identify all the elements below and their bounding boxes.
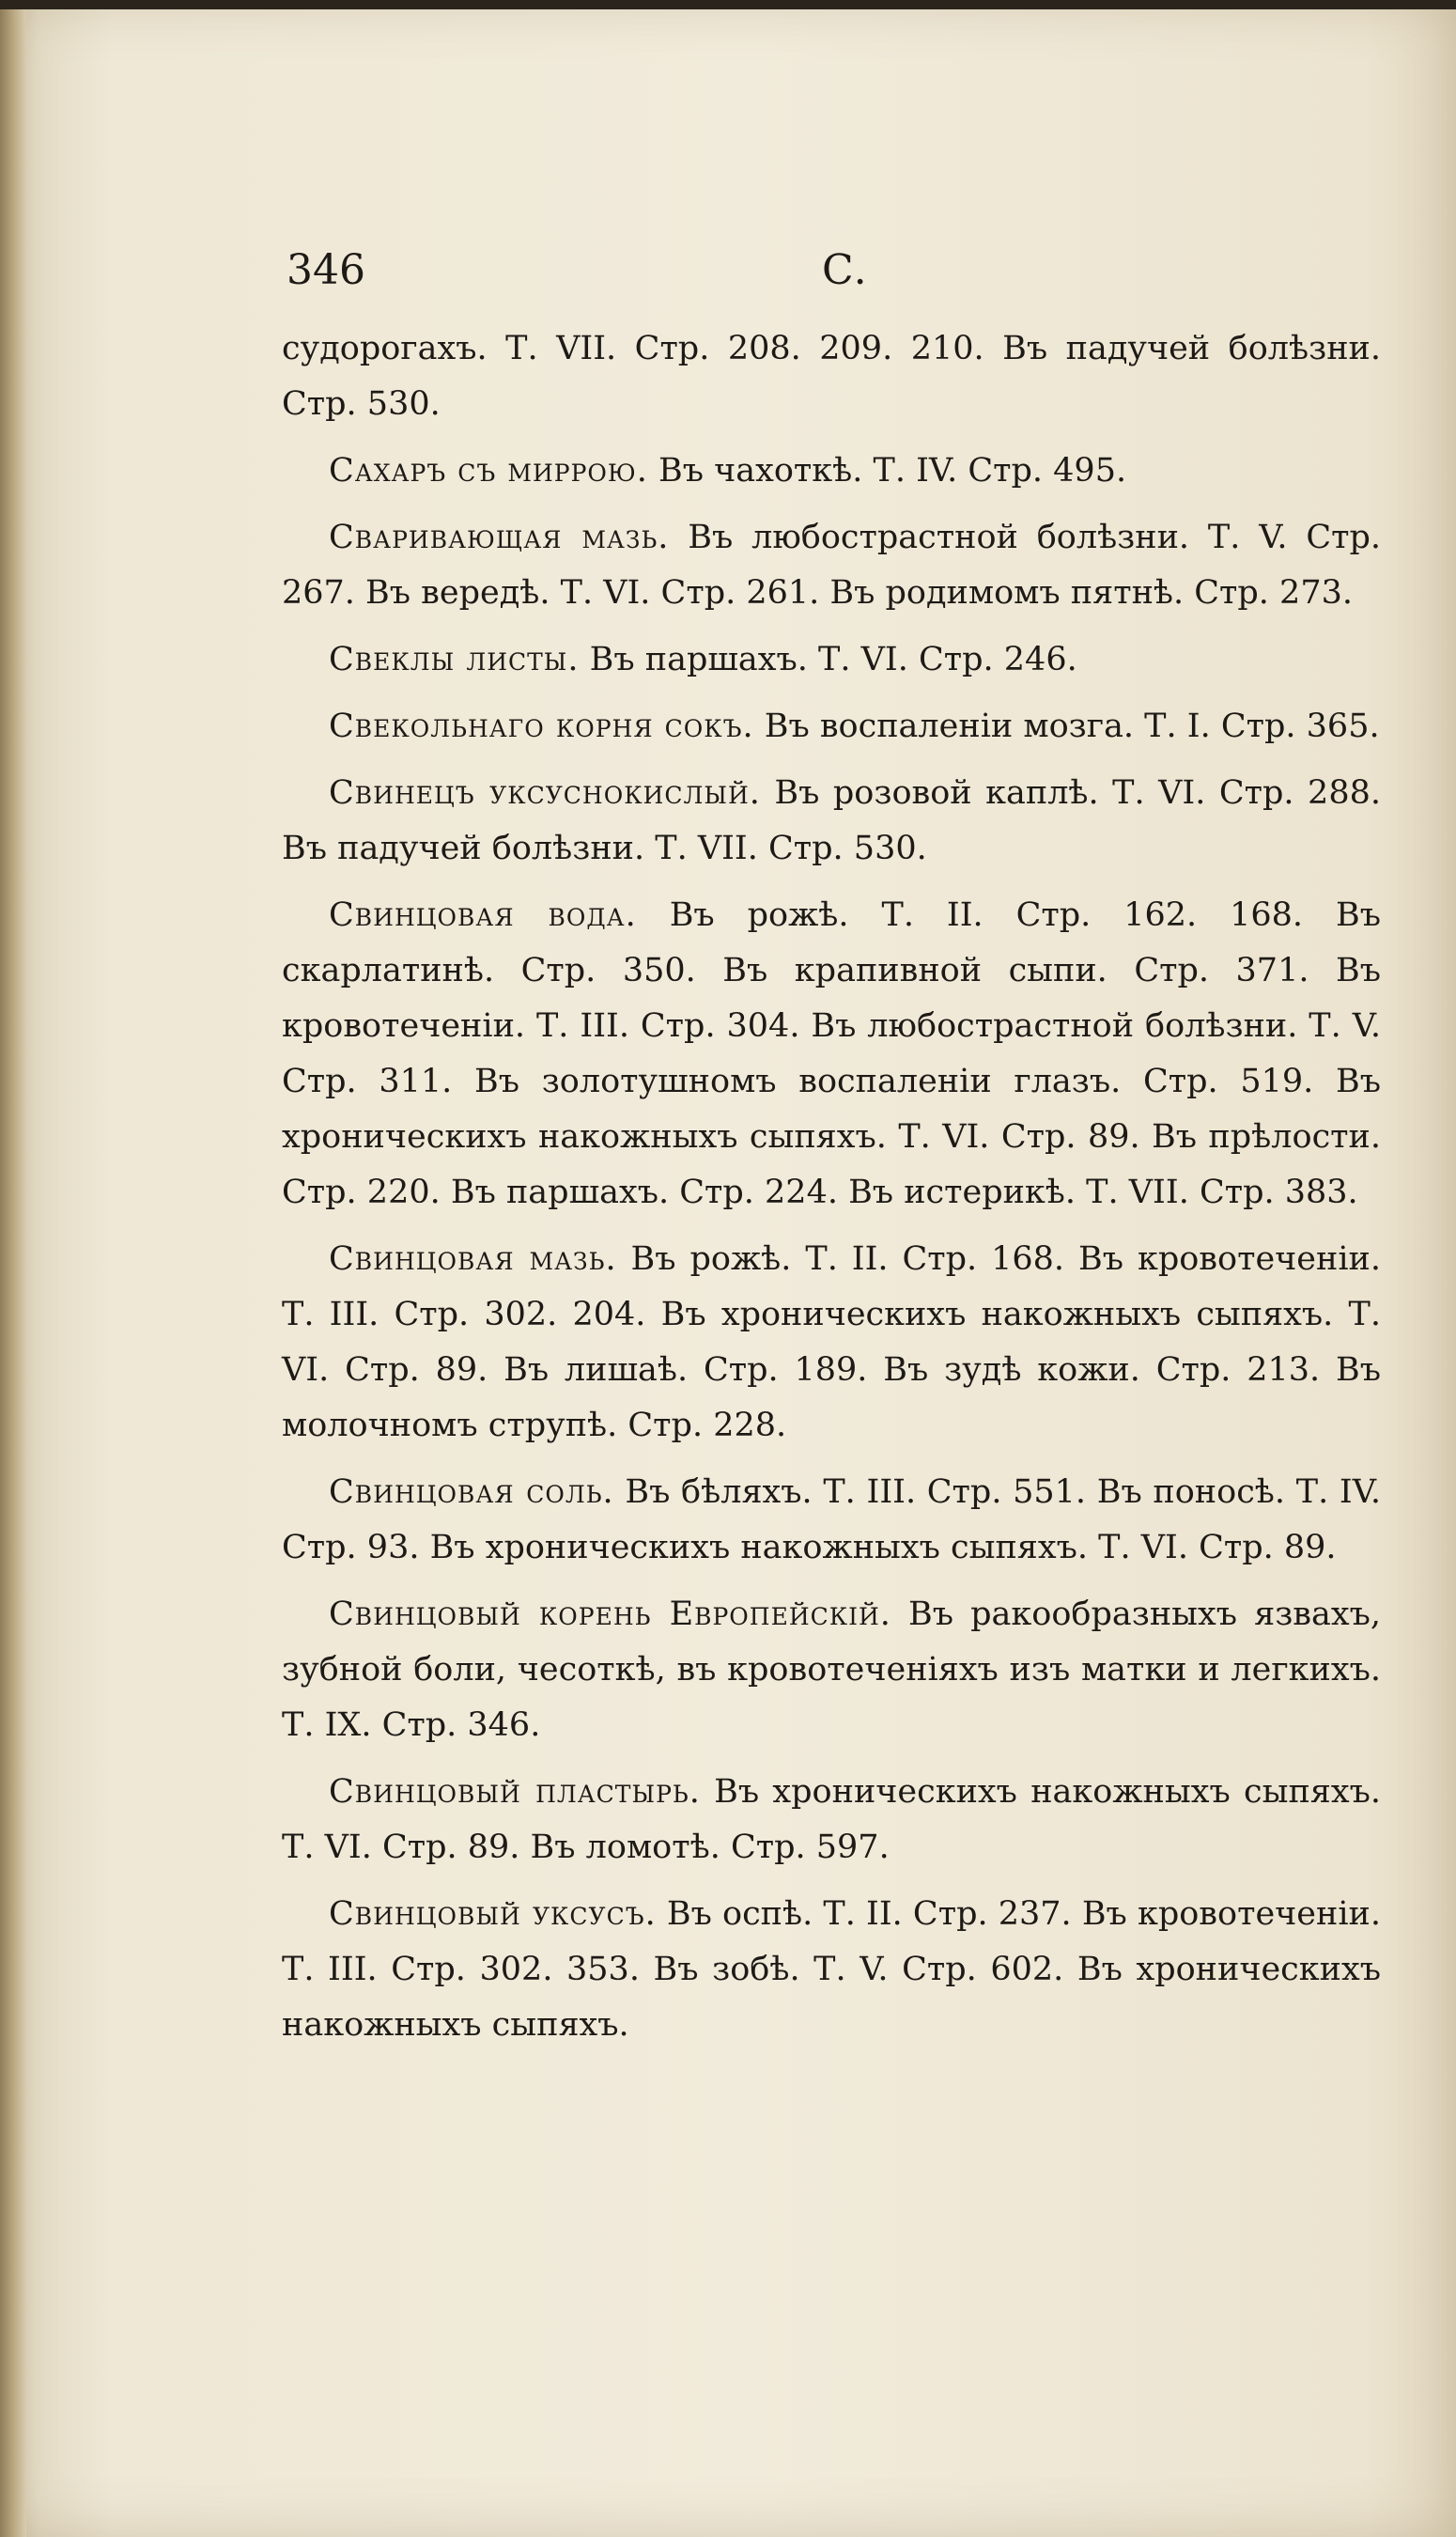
entry-text: Въ хроническихъ накожныхъ сыпяхъ. Т. VI. Стр. 89. Въ ломотѣ. Стр. 597. — [282, 1773, 1381, 1866]
entry-text: Въ бѣляхъ. Т. III. Стр. 551. Въ поносѣ. Т. IV. Стр. 93. Въ хроническихъ накожныхъ сыпяхъ. Т. VI. Стр. 89. — [282, 1473, 1381, 1566]
entry-text: Въ оспѣ. Т. II. Стр. 237. Въ кровотеченіи. Т. III. Стр. 302. 353. Въ зобѣ. Т. V. Стр. 602. Въ хроническихъ накожныхъ сыпяхъ. — [282, 1895, 1381, 2044]
entry-text: Въ паршахъ. Т. VI. Стр. 246. — [579, 641, 1077, 678]
entry-text: Въ воспаленіи мозга. Т. I. Стр. 365. — [753, 708, 1380, 745]
page-header — [287, 246, 1414, 303]
index-entry — [282, 699, 1381, 755]
entry-headword: Свекольнаго корня сокъ. — [329, 708, 754, 745]
entry-text: Въ рожѣ. Т. II. Стр. 168. Въ кровотеченіи. Т. III. Стр. 302. 204. Въ хроническихъ накожныхъ сыпяхъ. Т. VI. Стр. 89. Въ лишаѣ. Стр. 189. Въ зудѣ кожи. Стр. 213. Въ молочномъ струпѣ. Стр. 228. — [282, 1240, 1381, 1444]
entry-text: Въ розовой каплѣ. Т. VI. Стр. 288. Въ падучей болѣзни. Т. VII. Стр. 530. — [282, 774, 1381, 867]
index-entry — [282, 1887, 1381, 2053]
index-entry — [282, 1765, 1381, 1876]
index-entry-continuation — [282, 321, 1381, 432]
entry-headword: Свинцовая мазь. — [329, 1240, 617, 1278]
page-number: 346 — [287, 246, 365, 294]
index-entry — [282, 1587, 1381, 1753]
entry-text: судорогахъ. Т. VII. Стр. 208. 209. 210. Въ падучей болѣзни. Стр. 530. — [282, 330, 1381, 423]
entry-headword: Свинцовый корень Европейскій. — [329, 1595, 891, 1633]
entry-headword: Свинцовый уксусъ. — [329, 1895, 657, 1933]
entry-headword: Свинцовый пластырь. — [329, 1773, 701, 1811]
section-letter: С. — [822, 246, 867, 294]
entry-text: Въ чахоткѣ. Т. IV. Стр. 495. — [647, 452, 1127, 490]
entry-text: Въ рожѣ. Т. II. Стр. 162. 168. Въ скарлатинѣ. Стр. 350. Въ крапивной сыпи. Стр. 371. Въ кровотеченіи. Т. III. Стр. 304. Въ любострастной болѣзни. Т. V. Стр. 311. Въ золотушномъ воспаленіи глазъ. Стр. 519. Въ хроническихъ накожныхъ сыпяхъ. Т. VI. Стр. 89. Въ прѣлости. Стр. 220. Въ паршахъ. Стр. 224. Въ истерикѣ. Т. VII. Стр. 383. — [282, 896, 1381, 1211]
entry-headword: Сахаръ съ миррою. — [329, 452, 648, 490]
entry-text: Въ любострастной болѣзни. Т. V. Стр. 267. Въ вередѣ. Т. VI. Стр. 261. Въ родимомъ пятнѣ. Стр. 273. — [282, 519, 1381, 612]
index-entry — [282, 1232, 1381, 1454]
index-entry — [282, 444, 1381, 499]
entry-headword: Сваривающая мазь. — [329, 519, 670, 556]
index-entry — [282, 632, 1381, 688]
page-binding-edge — [0, 9, 26, 2537]
page-top-edge — [0, 0, 1456, 9]
index-entry — [282, 1465, 1381, 1576]
entry-headword: Свинцовая вода. — [329, 896, 637, 934]
index-entry — [282, 766, 1381, 877]
index-entry — [282, 510, 1381, 621]
entry-text: Въ ракообразныхъ язвахъ, зубной боли, чесоткѣ, въ кровотеченіяхъ изъ матки и легкихъ. Т. IX. Стр. 346. — [282, 1595, 1381, 1744]
index-entries — [282, 321, 1381, 2064]
entry-headword: Свинецъ уксуснокислый. — [329, 774, 761, 812]
entry-headword: Свеклы листы. — [329, 641, 580, 678]
index-entry — [282, 888, 1381, 1221]
entry-headword: Свинцовая соль. — [329, 1473, 614, 1511]
